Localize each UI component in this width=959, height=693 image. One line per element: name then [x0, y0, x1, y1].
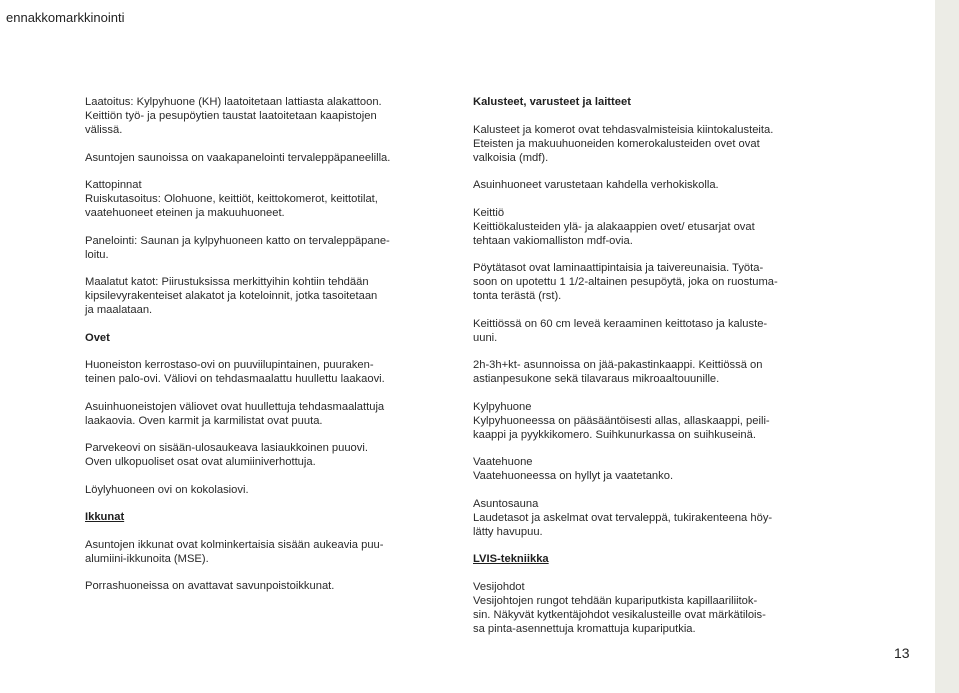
- text-line: tonta terästä (rst).: [473, 290, 562, 302]
- text-line: Laatoitus: Kylpyhuone (KH) laatoitetaan lattiasta alakattoon.: [85, 96, 382, 108]
- paragraph-lattiat: [85, 95, 395, 137]
- section-heading-ikkunat: [85, 510, 395, 524]
- text-line: Panelointi: Saunan ja kylpyhuoneen katto on tervaleppäpane-: [85, 234, 390, 247]
- text-line: astianpesukone sekä tilavaraus mikroaaltouunille.: [473, 373, 720, 385]
- text-line: vaatehuoneet eteinen ja makuuhuoneet.: [85, 207, 285, 219]
- text-line: teinen palo-ovi. Väliovi on tehdasmaalattu huullettu laakaovi.: [85, 373, 385, 385]
- text-line: tehtaan vakiomalliston mdf-ovia.: [473, 234, 633, 247]
- subheading-keittio: Keittiö: [473, 206, 505, 219]
- text-line: Oven ulkopuoliset osat ovat alumiiniverhottuja.: [85, 456, 316, 468]
- text-line: lätty havupuu.: [473, 525, 543, 538]
- paragraph-katot: [85, 178, 395, 220]
- subheading-kylpyhuone: Kylpyhuone: [473, 400, 532, 413]
- text-line: Maalatut katot: Piirustuksissa merkittyihin kohtiin tehdään: [85, 276, 369, 288]
- text-line: Porrashuoneissa on avattavat savunpoistoikkunat.: [85, 580, 335, 592]
- paragraph-ovet-1: [85, 358, 395, 386]
- text-line: Asuinhuoneistojen väliovet ovat huullettuja tehdasmaalattuja: [85, 400, 385, 413]
- paragraph-maalatut-katot: [85, 275, 395, 317]
- text-line: valkoisia (mdf).: [473, 151, 549, 164]
- section-heading-lvis: [473, 552, 785, 566]
- text-line: Eteisten ja makuuhuoneiden komerokalusteiden ovet ovat: [473, 137, 760, 150]
- subheading-asuntosauna: Asuntosauna: [473, 497, 539, 510]
- heading-text: LVIS-tekniikka: [473, 553, 549, 565]
- paragraph-keittio: [473, 206, 785, 248]
- paragraph-ikkunat-2: [85, 579, 395, 593]
- section-heading-ovet: [85, 331, 395, 345]
- text-line: soon on upotettu 1 1/2-altainen pesupöytä, joka on ruostuma-: [473, 276, 778, 288]
- text-line: uuni.: [473, 331, 498, 344]
- paragraph-astianpesu: [473, 358, 785, 386]
- right-column: [473, 95, 785, 649]
- paragraph-vesijohdot: [473, 580, 785, 636]
- header-label: ennakkomarkkinointi: [6, 10, 125, 25]
- text-line: välissä.: [85, 124, 123, 136]
- text-line: ja maalataan.: [85, 304, 153, 316]
- subheading-vesijohdot: Vesijohdot: [473, 580, 525, 593]
- text-line: Asuntojen ikkunat ovat kolminkertaisia sisään aukeavia puu-: [85, 538, 384, 551]
- text-line: Keittiökalusteiden ylä- ja alakaappien ovet/ etusarjat ovat: [473, 220, 755, 233]
- text-line: Pöytätasot ovat laminaattipintaisia ja taivereunaisia. Työta-: [473, 262, 764, 274]
- text-line: Kylpyhuoneessa on pääsääntöisesti allas, allaskaappi, peili-: [473, 414, 770, 427]
- paragraph-ovet-4: [85, 483, 395, 497]
- text-line: sin. Näkyvät kytkentäjohdot vesikalusteille ovat märkätilois-: [473, 608, 766, 621]
- paragraph-kalusteet-2: [473, 178, 785, 192]
- text-line: Asuntojen saunoissa on vaakapanelointi tervaleppäpaneelilla.: [85, 151, 391, 164]
- text-line: Löylyhuoneen ovi on kokolasiovi.: [85, 483, 249, 496]
- text-line: loitu.: [85, 248, 109, 261]
- paragraph-ikkunat-1: [85, 538, 395, 566]
- paragraph-asuntosauna: [473, 497, 785, 539]
- paragraph-ovet-3: [85, 441, 395, 469]
- text-line: 2h-3h+kt- asunnoissa on jää-pakastinkaappi. Keittiössä on: [473, 359, 763, 371]
- text-line: alumiini-ikkunoita (MSE).: [85, 552, 209, 565]
- paragraph-vaatehuone: [473, 455, 785, 483]
- page-number: 13: [894, 645, 910, 661]
- text-line: Huoneiston kerrostaso-ovi on puuviilupintainen, puuraken-: [85, 359, 374, 371]
- text-line: Laudetasot ja askelmat ovat tervaleppä, tukirakenteena höy-: [473, 511, 773, 524]
- text-line: Vesijohtojen rungot tehdään kupariputkista kapillaariliitok-: [473, 594, 758, 607]
- paragraph-saunat: [85, 151, 395, 165]
- text-line: Vaatehuoneessa on hyllyt ja vaatetanko.: [473, 470, 674, 482]
- text-line: Ruiskutasoitus: Olohuone, keittiöt, keittokomerot, keittotilat,: [85, 193, 378, 205]
- text-line: sa pinta-asennettuja kromattuja kupariputkia.: [473, 622, 696, 635]
- paragraph-panelointi: [85, 234, 395, 262]
- text-line: Keittiön työ- ja pesupöytien taustat laatoitetaan kaapistojen: [85, 110, 377, 122]
- paragraph-kalusteet-1: [473, 123, 785, 165]
- text-line: Keittiössä on 60 cm leveä keraaminen keittotaso ja kaluste-: [473, 317, 768, 330]
- paragraph-keraaminen: [473, 317, 785, 345]
- text-line: kipsilevyrakenteiset alakatot ja koteloinnit, jotka tasoitetaan: [85, 290, 378, 302]
- text-line: Kalusteet ja komerot ovat tehdasvalmisteisia kiintokalusteita.: [473, 123, 774, 136]
- text-line: laakaovia. Oven karmit ja karmilistat ovat puuta.: [85, 414, 323, 427]
- heading-text: Kalusteet, varusteet ja laitteet: [473, 96, 631, 108]
- subheading-vaatehuone: Vaatehuone: [473, 456, 533, 468]
- text-line: Parvekeovi on sisään-ulosaukeava lasiaukkoinen puuovi.: [85, 442, 368, 454]
- section-heading-kalusteet: [473, 95, 785, 109]
- left-column: [85, 95, 395, 607]
- heading-text: Ikkunat: [85, 511, 125, 523]
- paragraph-kylpyhuone: [473, 400, 785, 442]
- heading-text: Ovet: [85, 331, 110, 344]
- paragraph-ovet-2: [85, 400, 395, 428]
- subheading-kattopinnat: Kattopinnat: [85, 179, 142, 191]
- page-edge-band: [935, 0, 959, 693]
- text-line: kaappi ja pyykkikomero. Suihkunurkassa on suihkuseinä.: [473, 428, 756, 441]
- paragraph-poytatasot: [473, 261, 785, 303]
- text-line: Asuinhuoneet varustetaan kahdella verhokiskolla.: [473, 179, 719, 191]
